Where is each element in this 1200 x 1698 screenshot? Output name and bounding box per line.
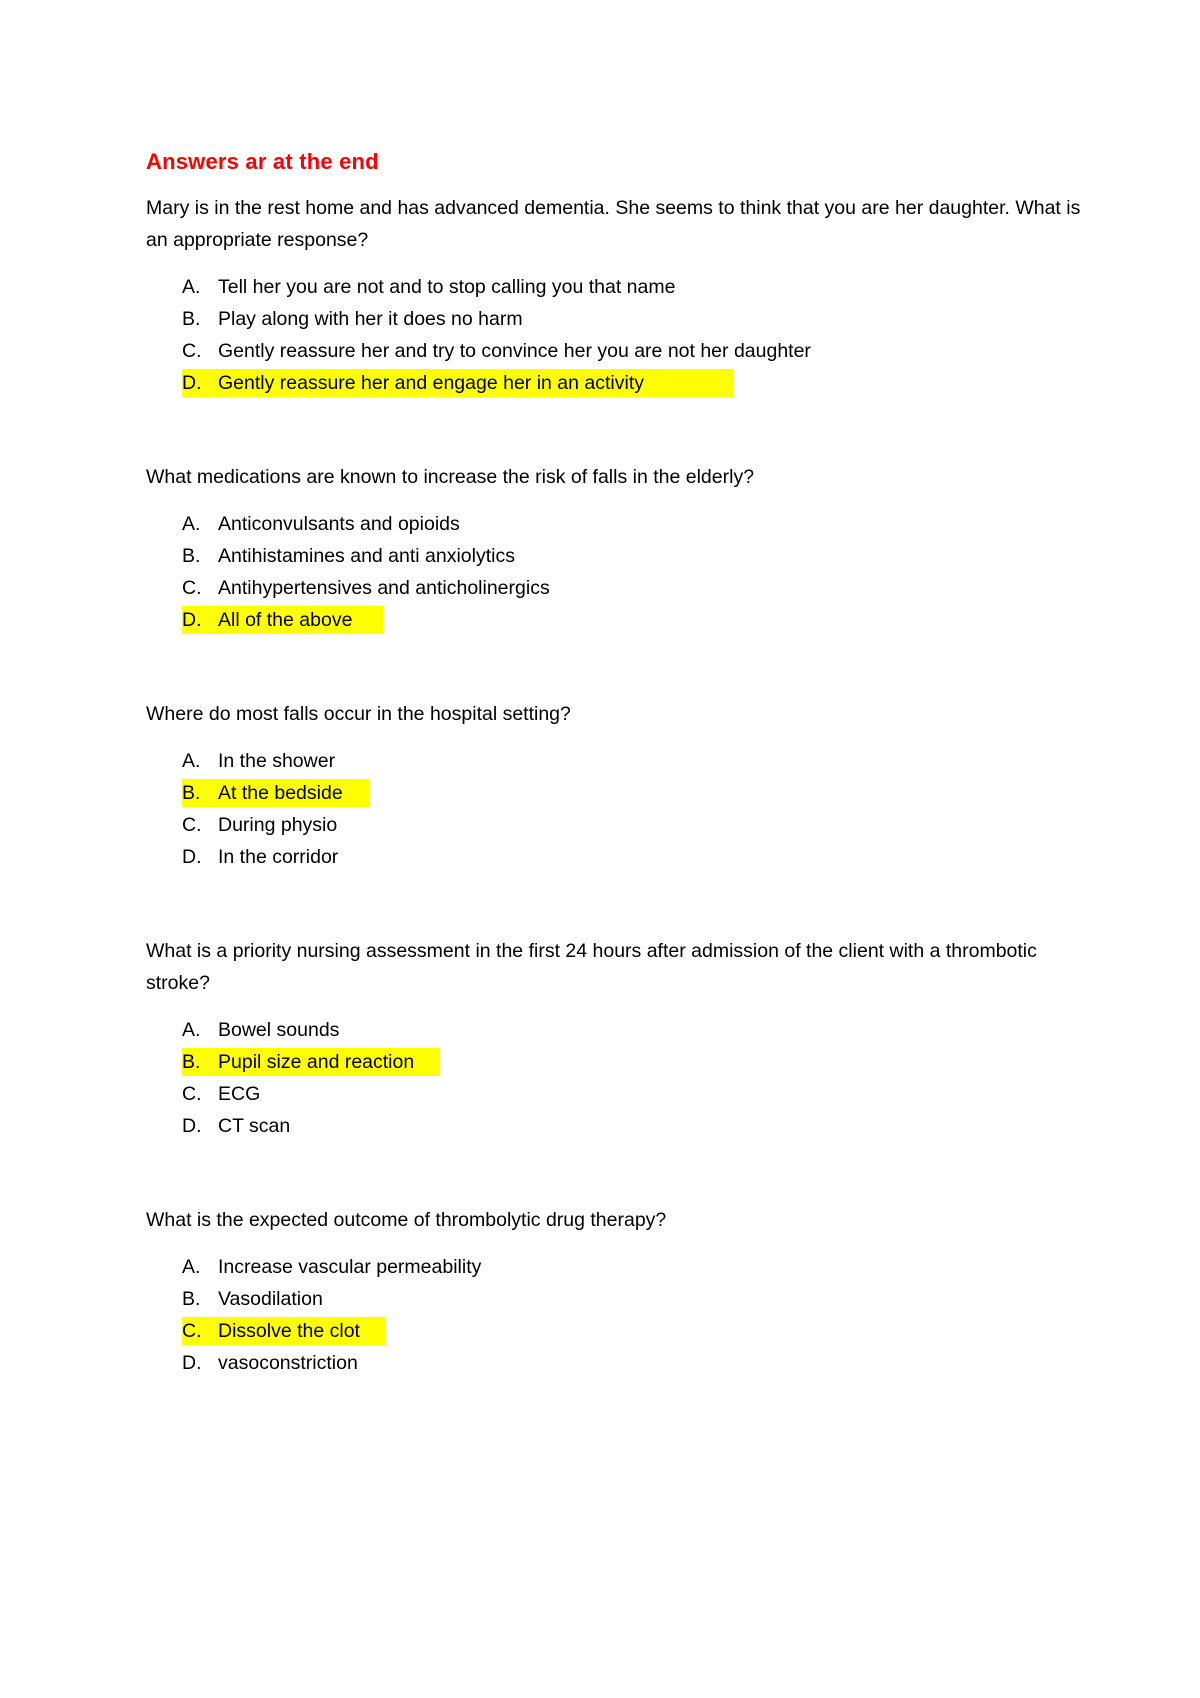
option-letter: D. bbox=[182, 1115, 202, 1137]
answer-option-b-correct bbox=[146, 1046, 1086, 1078]
question-5 bbox=[146, 1204, 1086, 1379]
option-letter: A. bbox=[182, 1256, 201, 1278]
option-text: All of the above bbox=[218, 609, 353, 631]
option-text: ECG bbox=[218, 1083, 261, 1105]
option-letter: A. bbox=[182, 1019, 201, 1041]
option-text: Bowel sounds bbox=[218, 1019, 340, 1041]
answer-option-a bbox=[146, 1251, 1086, 1283]
question-text: What is a priority nursing assessment in the first 24 hours after admission of the client with a thrombotic stroke? bbox=[146, 940, 1037, 994]
answer-option-a bbox=[146, 745, 1086, 777]
question-2 bbox=[146, 461, 1086, 636]
answer-option-c bbox=[146, 809, 1086, 841]
option-text: In the shower bbox=[218, 750, 336, 772]
option-text: Gently reassure her and try to convince her you are not her daughter bbox=[218, 340, 811, 362]
option-letter: C. bbox=[182, 1083, 202, 1105]
answer-option-d bbox=[146, 1347, 1086, 1379]
question-text: What medications are known to increase the risk of falls in the elderly? bbox=[146, 466, 755, 488]
answer-option-a bbox=[146, 1014, 1086, 1046]
answer-option-c bbox=[146, 1078, 1086, 1110]
question-3 bbox=[146, 698, 1086, 873]
question-text: What is the expected outcome of thrombolytic drug therapy? bbox=[146, 1209, 667, 1231]
answer-option-d-correct bbox=[146, 367, 1086, 399]
option-text: Antihistamines and anti anxiolytics bbox=[218, 545, 515, 567]
answer-option-a bbox=[146, 271, 1086, 303]
answer-option-c bbox=[146, 335, 1086, 367]
question-text: Mary is in the rest home and has advanced dementia. She seems to think that you are her daughter. What is an appropriate response? bbox=[146, 197, 1081, 251]
answer-options bbox=[146, 271, 1086, 399]
option-text: Dissolve the clot bbox=[218, 1320, 360, 1342]
option-text: CT scan bbox=[218, 1115, 291, 1137]
option-letter: B. bbox=[182, 545, 201, 567]
option-text: Antihypertensives and anticholinergics bbox=[218, 577, 550, 599]
option-letter: D. bbox=[182, 846, 202, 868]
option-letter: D. bbox=[182, 609, 202, 631]
option-text: Gently reassure her and engage her in an activity bbox=[218, 372, 645, 394]
option-text: At the bedside bbox=[218, 782, 343, 804]
option-letter: D. bbox=[182, 372, 202, 394]
question-1 bbox=[146, 192, 1086, 399]
option-text: Increase vascular permeability bbox=[218, 1256, 482, 1278]
option-text: Play along with her it does no harm bbox=[218, 308, 523, 330]
option-letter: A. bbox=[182, 750, 201, 772]
answer-option-b bbox=[146, 1283, 1086, 1315]
option-text: Vasodilation bbox=[218, 1288, 323, 1310]
answer-option-d-correct bbox=[146, 604, 1086, 636]
question-4 bbox=[146, 935, 1086, 1142]
question-text: Where do most falls occur in the hospital setting? bbox=[146, 703, 571, 725]
answer-option-b-correct bbox=[146, 777, 1086, 809]
answer-options bbox=[146, 745, 1086, 873]
option-letter: B. bbox=[182, 1051, 201, 1073]
answer-options bbox=[146, 508, 1086, 636]
page-title: Answers ar at the end bbox=[146, 149, 379, 174]
option-letter: C. bbox=[182, 1320, 202, 1342]
answer-option-c-correct bbox=[146, 1315, 1086, 1347]
option-letter: A. bbox=[182, 513, 201, 535]
option-text: Anticonvulsants and opioids bbox=[218, 513, 460, 535]
option-letter: C. bbox=[182, 340, 202, 362]
option-text: In the corridor bbox=[218, 846, 339, 868]
option-letter: B. bbox=[182, 1288, 201, 1310]
answer-option-a bbox=[146, 508, 1086, 540]
answer-options bbox=[146, 1251, 1086, 1379]
option-letter: B. bbox=[182, 782, 201, 804]
answer-option-b bbox=[146, 540, 1086, 572]
option-text: During physio bbox=[218, 814, 338, 836]
option-text: Pupil size and reaction bbox=[218, 1051, 415, 1073]
answer-option-d bbox=[146, 841, 1086, 873]
option-letter: C. bbox=[182, 814, 202, 836]
option-letter: A. bbox=[182, 276, 201, 298]
option-text: vasoconstriction bbox=[218, 1352, 358, 1374]
answer-option-b bbox=[146, 303, 1086, 335]
option-letter: D. bbox=[182, 1352, 202, 1374]
answer-options bbox=[146, 1014, 1086, 1142]
option-letter: B. bbox=[182, 308, 201, 330]
option-text: Tell her you are not and to stop calling you that name bbox=[218, 276, 676, 298]
document-content bbox=[146, 146, 1086, 1441]
option-letter: C. bbox=[182, 577, 202, 599]
answer-option-d bbox=[146, 1110, 1086, 1142]
answer-option-c bbox=[146, 572, 1086, 604]
